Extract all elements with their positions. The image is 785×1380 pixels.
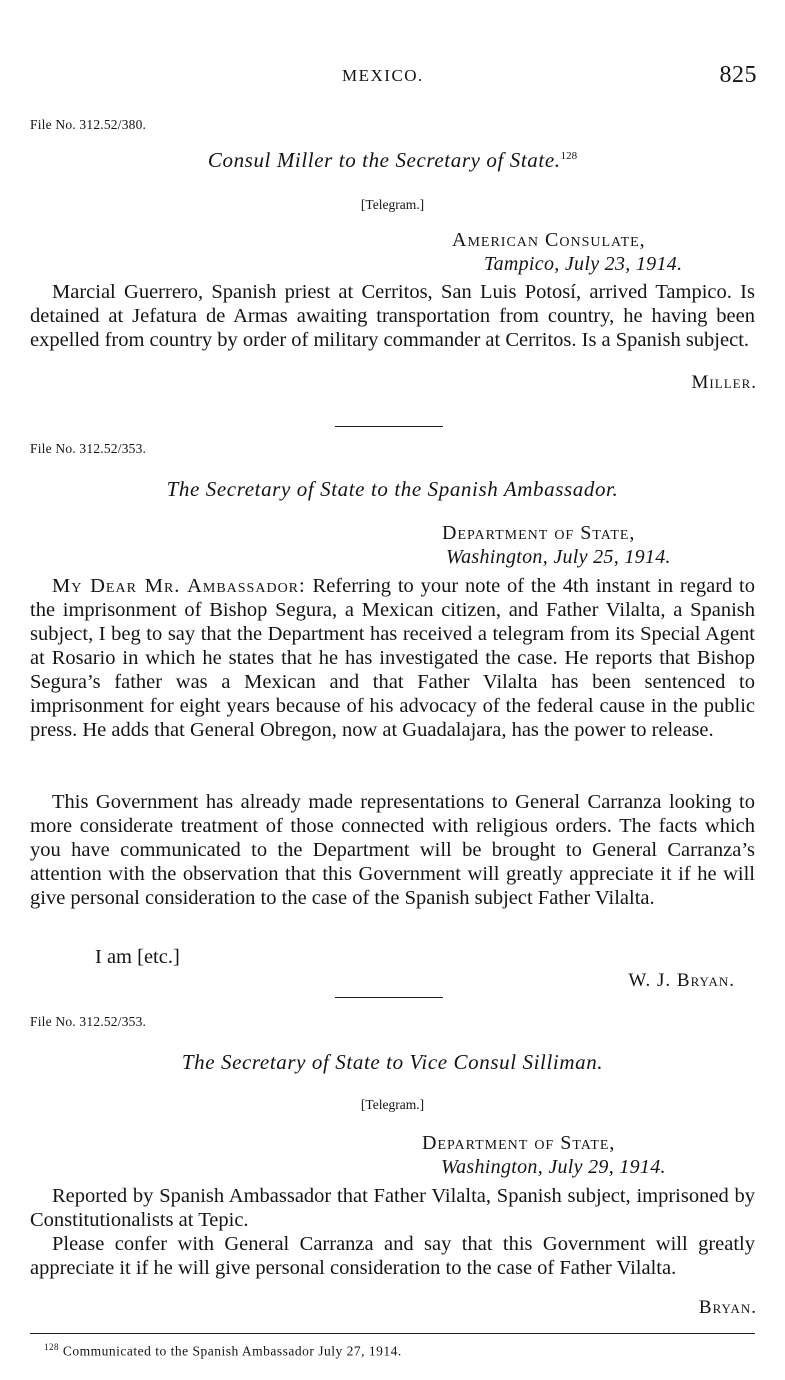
telegram-label: [Telegram.]: [360, 1097, 425, 1112]
dateline: Tampico, July 23, 1914.: [484, 253, 683, 275]
document-title-text: Consul Miller to the Secretary of State.: [207, 148, 561, 172]
sender-place: American Consulate,: [452, 229, 646, 251]
salutation: My Dear Mr. Ambassador:: [52, 575, 306, 597]
sender-place: Department of State,: [422, 1132, 616, 1154]
signature: Bryan.: [698, 1297, 757, 1318]
running-title: MEXICO.: [342, 66, 424, 85]
body-paragraph: Reported by Spanish Ambassador that Father Vilalta, Spanish subject, imprisoned by Constitutionalists at Tepic.: [30, 1185, 755, 1231]
body-paragraph: Marcial Guerrero, Spanish priest at Cerritos, San Luis Potosí, arrived Tampico. Is detained at Jefatura de Armas awaiting transportation from country, he having been expelled from country by order of military commander at Cerritos. Is a Spanish subject.: [30, 281, 755, 351]
signature: [628, 970, 735, 992]
file-number: File No. 312.52/353.: [30, 1014, 147, 1029]
body-paragraph: Please confer with General Carranza and say that this Government will greatly appreciate it if he will give personal consideration to the case of Father Vilalta.: [30, 1233, 755, 1279]
dateline: Washington, July 25, 1914.: [446, 546, 671, 568]
footnote-text: Communicated to the Spanish Ambassador July 27, 1914.: [62, 1343, 402, 1359]
document-title: The Secretary of State to Vice Consul Silliman.: [181, 1050, 604, 1074]
body-text: Referring to your note of the 4th instant in regard to the imprisonment of Bishop Segura, a Mexican citizen, and Father Vilalta, a Spanish subject, I beg to say that the Department has received a telegram from its Special Agent at Rosario in which he states that he has investigated the case. He reports that Bishop Segura’s father was a Mexican and that Father Vilalta has been sentenced to imprisonment for eight years because of his advocacy of the federal cause in the public press. He adds that General Obregon, now at Guadalajara, has the power to release.: [30, 575, 756, 741]
document-title: [0, 148, 785, 173]
complimentary-close: I am [etc.]: [95, 946, 180, 968]
page-header: [0, 62, 785, 92]
sender-place: Department of State,: [442, 522, 636, 544]
section-divider: [335, 997, 443, 998]
file-number: File No. 312.52/380.: [30, 117, 147, 132]
page-number: 825: [719, 62, 757, 88]
footnote-reference: 128: [560, 150, 578, 162]
document-title: The Secretary of State to the Spanish Ambassador.: [166, 477, 619, 501]
footnote-number: 128: [44, 1342, 59, 1352]
footnote-rule: [30, 1333, 755, 1334]
telegram-label: [Telegram.]: [360, 197, 425, 212]
body-paragraph: This Government has already made representations to General Carranza looking to more considerate treatment of those connected with religious orders. The facts which you have communicated to the Department will be brought to General Carranza’s attention with the observation that this Government will greatly appreciate it if he will give personal consideration to the case of the Spanish subject Father Vilalta.: [30, 791, 755, 909]
section-divider: [335, 426, 443, 427]
footnote: [44, 1342, 402, 1360]
file-number: File No. 312.52/353.: [30, 441, 147, 456]
body-paragraph: [30, 574, 755, 742]
signature-text: W. J. Bryan.: [628, 970, 735, 991]
dateline: Washington, July 29, 1914.: [441, 1156, 666, 1178]
signature: Miller.: [691, 372, 757, 393]
